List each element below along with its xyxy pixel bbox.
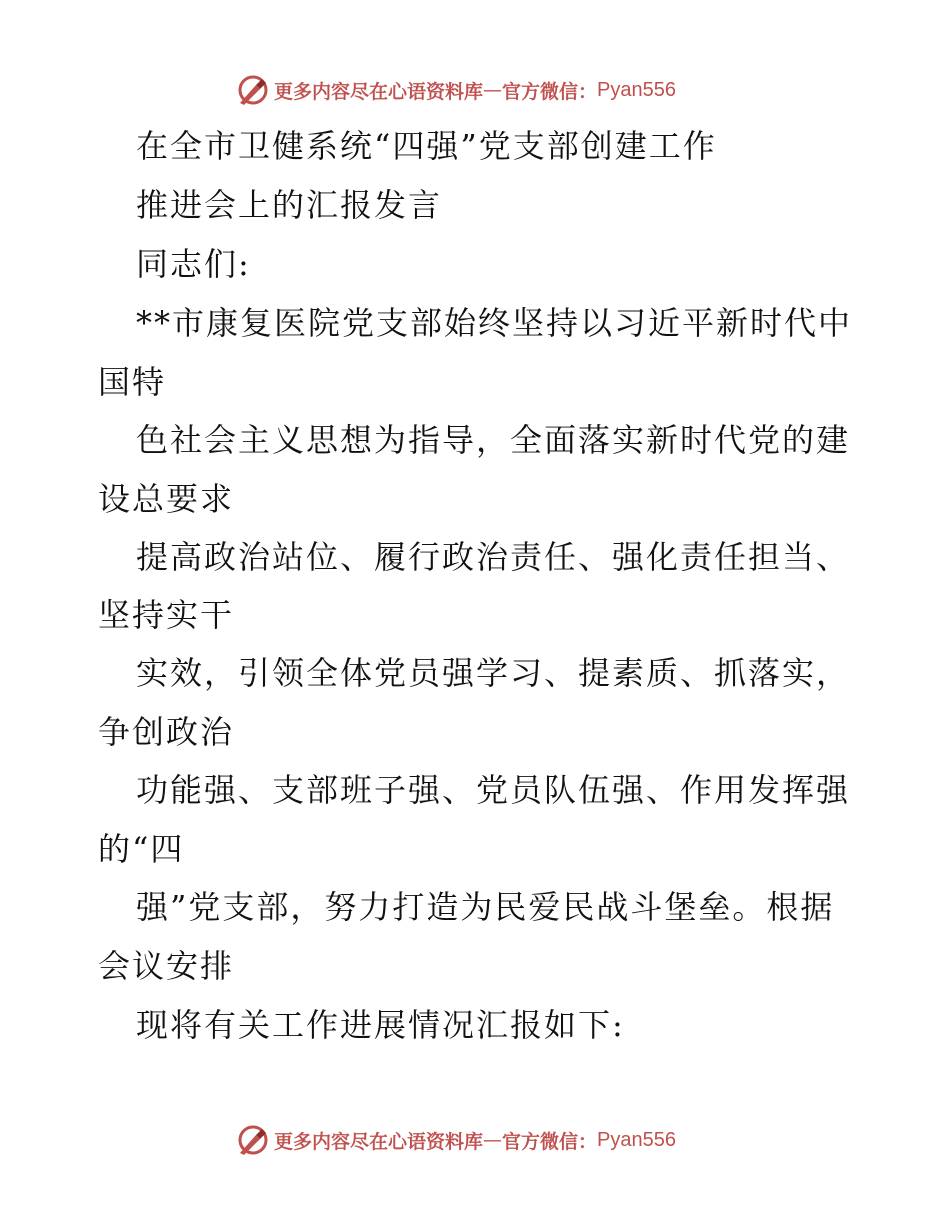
watermark-separator: —: [483, 1129, 503, 1151]
doc-line: 实效，引领全体党员强学习、提素质、抓落实，: [136, 654, 851, 692]
watermark-text: 更多内容尽在心语资料库: [274, 80, 484, 103]
doc-line: 现将有关工作进展情况汇报如下:: [136, 1006, 625, 1044]
doc-line: 坚持实干: [98, 596, 235, 634]
watermark-separator: —: [483, 79, 503, 101]
doc-line: 会议安排: [98, 947, 235, 985]
watermark-wechat-label: 官方微信：: [502, 1130, 598, 1153]
doc-line: 功能强、支部班子强、党员队伍强、作用发挥强: [136, 771, 851, 809]
doc-salutation: 同志们:: [136, 245, 251, 283]
doc-line: 色社会主义思想为指导，全面落实新时代党的建: [136, 421, 851, 459]
pen-circle-icon: [236, 1123, 270, 1157]
watermark-footer: [236, 1122, 676, 1158]
watermark-wechat-id: Pyan556: [597, 1128, 676, 1151]
doc-title-line-1: 在全市卫健系统“四强”党支部创建工作: [136, 127, 717, 165]
watermark-wechat-id: Pyan556: [597, 78, 676, 101]
doc-line: 国特: [98, 363, 167, 401]
doc-line: 强”党支部，努力打造为民爱民战斗堡垒。根据: [136, 888, 835, 926]
doc-line: 设总要求: [98, 480, 235, 518]
doc-line: 争创政治: [98, 713, 235, 751]
doc-line: 的“四: [98, 830, 185, 868]
watermark-text: 更多内容尽在心语资料库: [274, 1130, 484, 1153]
pen-circle-icon: [236, 73, 270, 107]
watermark-wechat-label: 官方微信：: [502, 80, 598, 103]
doc-line: 提高政治站位、履行政治责任、强化责任担当、: [136, 538, 851, 576]
doc-line: **市康复医院党支部始终坚持以习近平新时代中: [136, 304, 853, 342]
doc-title-line-2: 推进会上的汇报发言: [136, 186, 443, 224]
watermark-header: [236, 72, 676, 108]
